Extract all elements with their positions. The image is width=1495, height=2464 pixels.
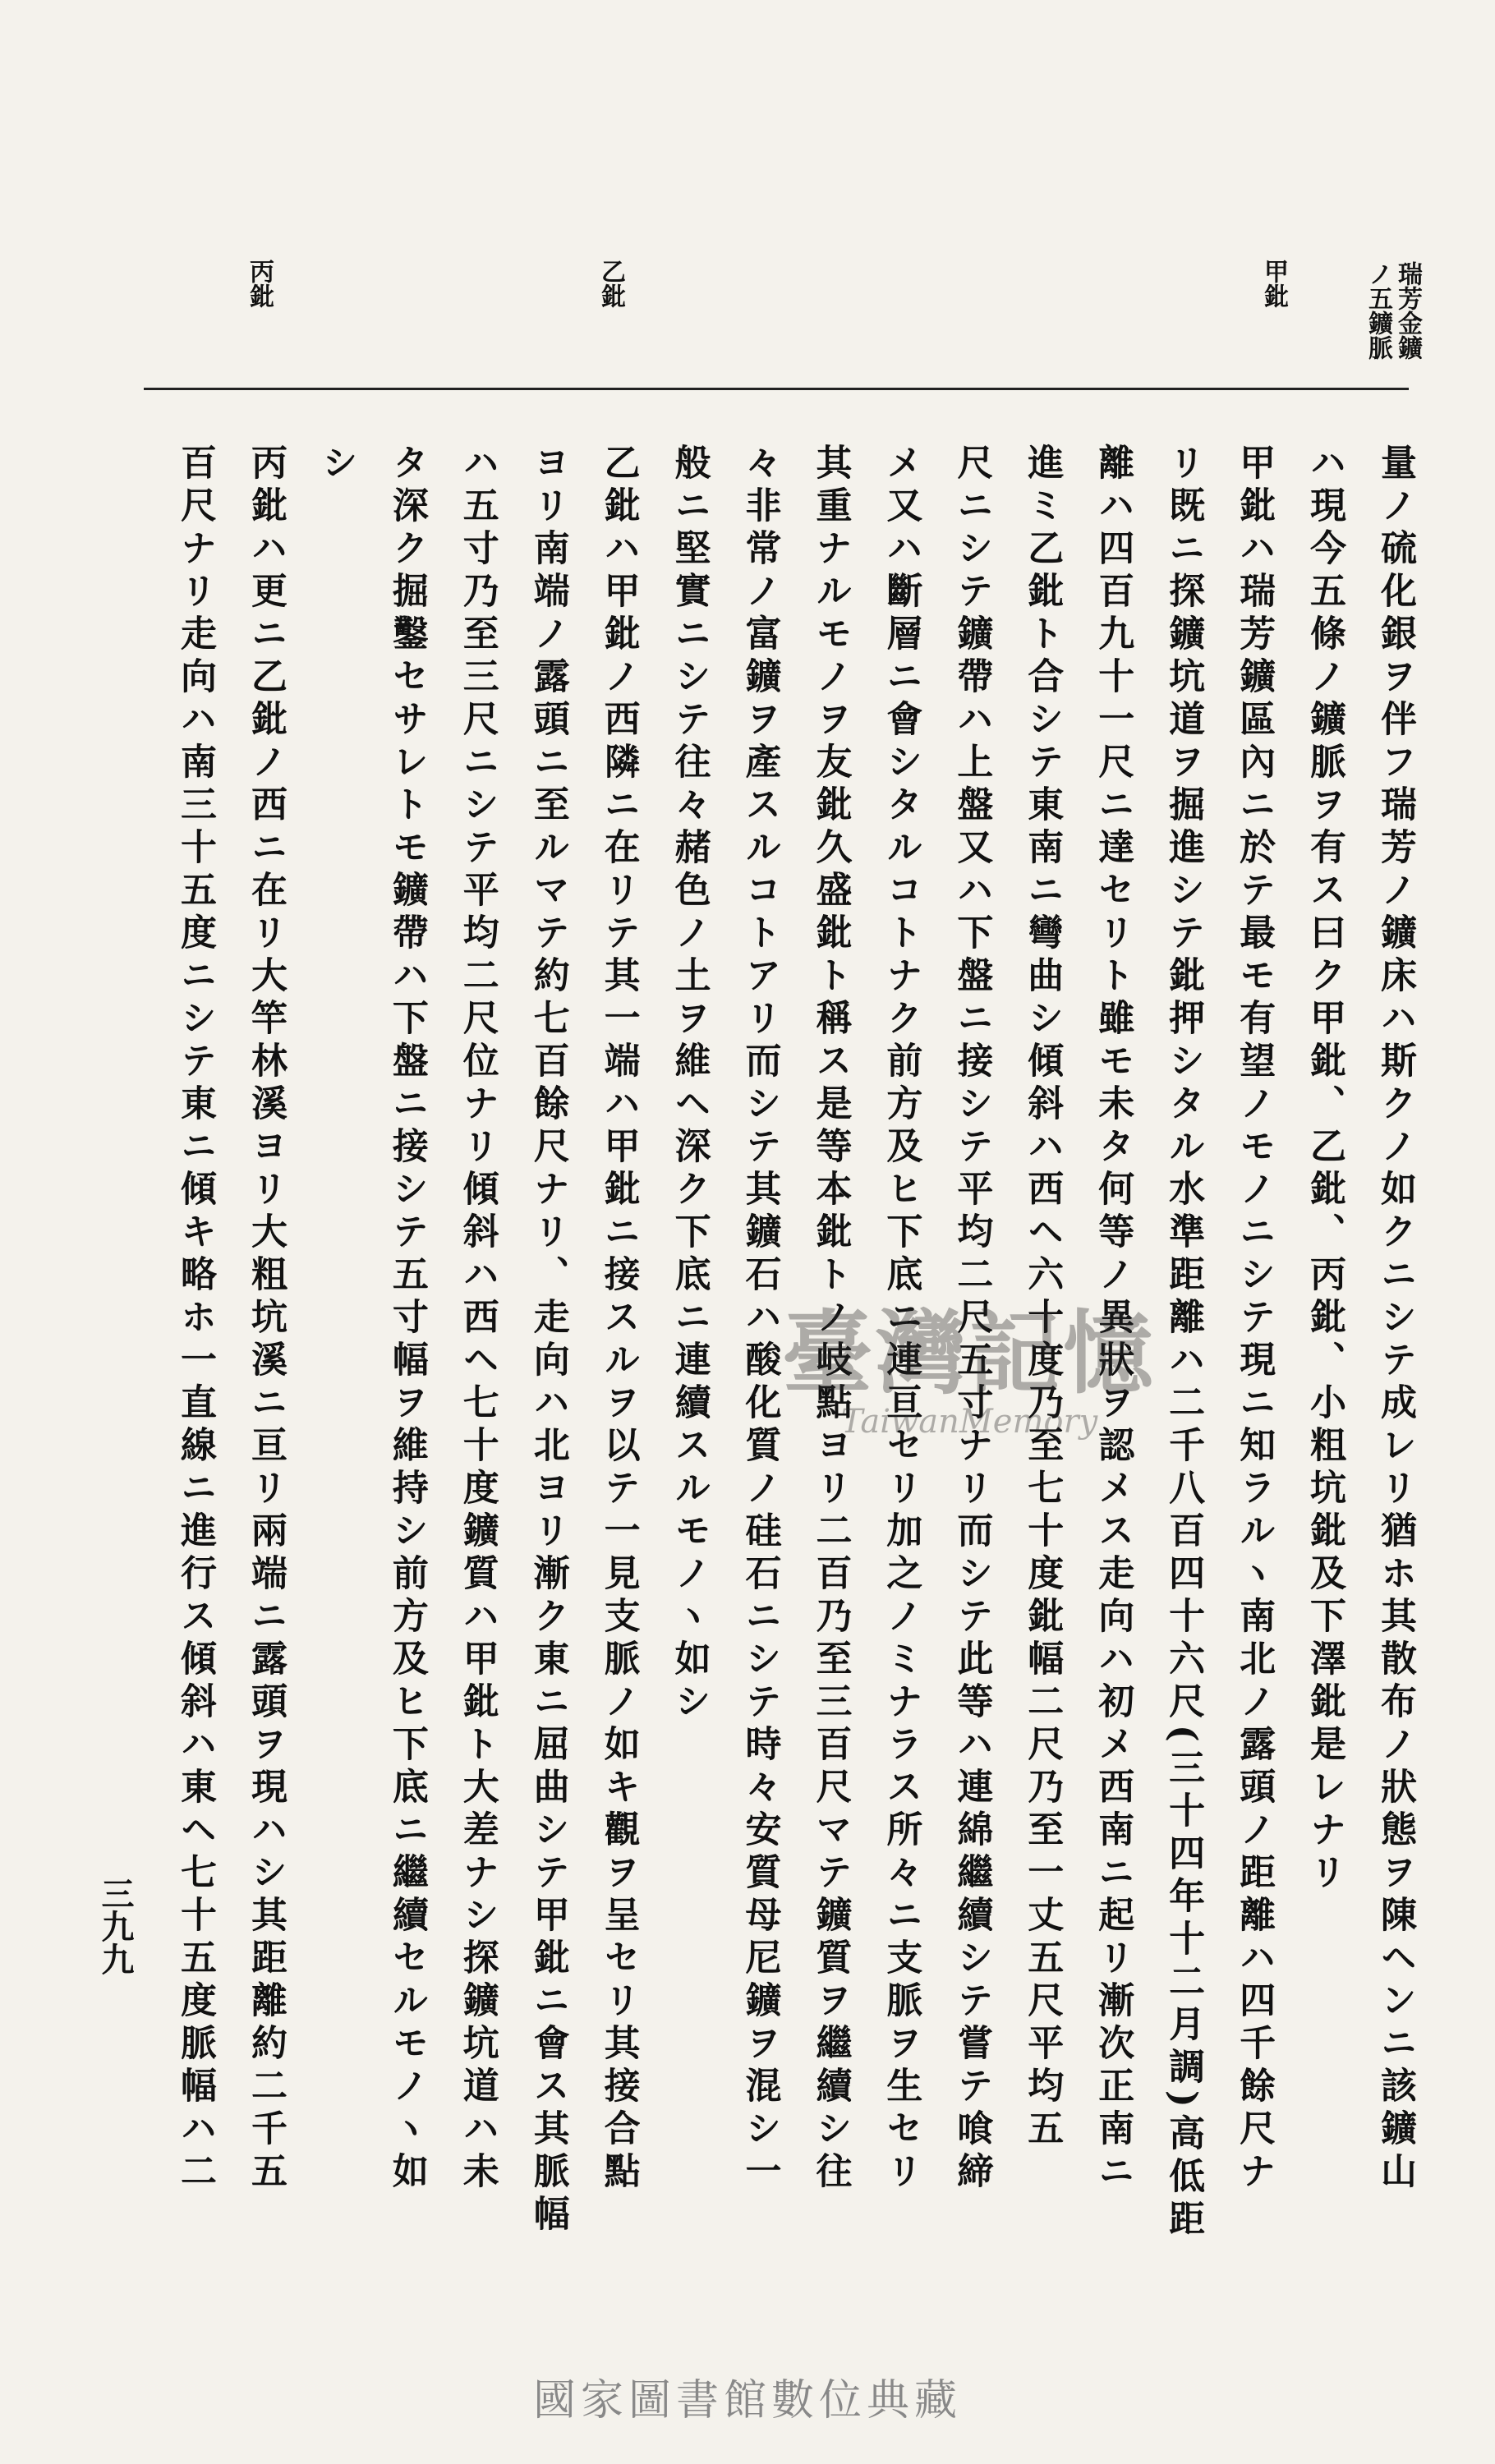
text-column: シ [315,444,357,486]
text-column: ヨリ南端ノ露頭ニ至ルマテ約七百餘尺ナリ、走向ハ北ヨリ漸ク東ニ屈曲シテ甲鈚ニ會ス其脈幅 [527,444,569,2237]
watermark-logo: 臺灣記憶 [782,1300,1157,1406]
footer-label: 國家圖書館數位典藏 [532,2376,962,2425]
text-column: ハ五寸乃至三尺ニシテ平均二尺位ナリ傾斜ハ西ヘ七十度鑛質ハ甲鈚ト大差ナシ探鑛坑道ハ未 [456,444,499,2195]
section-label-yi: 乙鈚 [596,259,625,308]
section-label-bing: 丙鈚 [245,259,274,308]
text-column: リ既ニ探鑛坑道ヲ掘進シテ鈚押シタル水準距離ハ二千八百四十六尺(三十四年十二月調)高低距 [1162,444,1205,2242]
text-column: タ深ク掘鑿セサレトモ鑛帶ハ下盤ニ接シテ五寸幅ヲ維持シ前方及ヒ下底ニ繼續セルモノヽ如 [385,444,428,2195]
watermark-text: TaiwanMemory [840,1403,1098,1441]
text-column: 量ノ硫化銀ヲ伴フ瑞芳ノ鑛床ハ斯クノ如クニシテ成レリ猶ホ其散布ノ狀態ヲ陳ヘンニ該鑛山 [1373,444,1416,2195]
running-title [1364,261,1422,360]
watermark [739,1281,1199,1441]
text-column: 丙鈚ハ更ニ乙鈚ノ西ニ在リ大竿林溪ヨリ大粗坑溪ニ亘リ兩端ニ露頭ヲ現ハシ其距離約二千五 [244,444,287,2195]
running-title-line: ノ五鑛脈 [1364,261,1392,360]
text-column: メ又ハ斷層ニ會シタルコトナク前方及ヒ下底ニ連亘セリ加之ノミナラス所々ニ支脈ヲ生セリ [880,444,922,2195]
text-column: 離ハ四百九十一尺ニ達セリト雖モ未タ何等ノ異狀ヲ認メス走向ハ初メ西南ニ起リ漸次正南ニ [1092,444,1134,2195]
page-number: 三九九 [96,1877,135,1975]
header-rule [144,388,1409,390]
text-column: 甲鈚ハ瑞芳鑛區內ニ於テ最モ有望ノモノニシテ現ニ知ラルヽ南北ノ露頭ノ距離ハ四千餘尺ナ [1233,444,1276,2195]
text-column: 乙鈚ハ甲鈚ノ西隣ニ在リテ其一端ハ甲鈚ニ接スルヲ以テ一見支脈ノ如キ觀ヲ呈セリ其接合點 [597,444,640,2195]
text-column: 般ニ堅實ニシテ往々赭色ノ土ヲ維ヘ深ク下底ニ連續スルモノヽ如シ [668,444,711,1725]
text-column: 進ミ乙鈚ト合シテ東南ニ彎曲シ傾斜ハ西ヘ六十度乃至七十度鈚幅二尺乃至一丈五尺平均五 [1021,444,1064,2152]
text-column: ハ現今五條ノ鑛脈ヲ有ス曰ク甲鈚、乙鈚、丙鈚、小粗坑鈚及下澤鈚是レナリ [1304,444,1346,1896]
text-column: 尺ニシテ鑛帶ハ上盤又ハ下盤ニ接シテ平均二尺五寸ナリ而シテ此等ハ連綿繼續シテ嘗テ喰締 [950,444,993,2195]
section-label-jia: 甲鈚 [1259,259,1288,308]
text-column: 百尺ナリ走向ハ南三十五度ニシテ東ニ傾キ略ホ一直線ニ進行ス傾斜ハ東ヘ七十五度脈幅ハ二 [174,444,216,2195]
text-column: 其重ナルモノヲ友鈚久盛鈚ト稱ス是等本鈚トノ岐點ヨリ二百乃至三百尺マテ鑛質ヲ繼續シ往 [809,444,852,2195]
running-title-line: 瑞芳金鑛 [1393,261,1422,360]
text-column: 々非常ノ富鑛ヲ產スルコトアリ而シテ其鑛石ハ酸化質ノ硅石ニシテ時々安質母尼鑛ヲ混シ一 [738,444,781,2195]
